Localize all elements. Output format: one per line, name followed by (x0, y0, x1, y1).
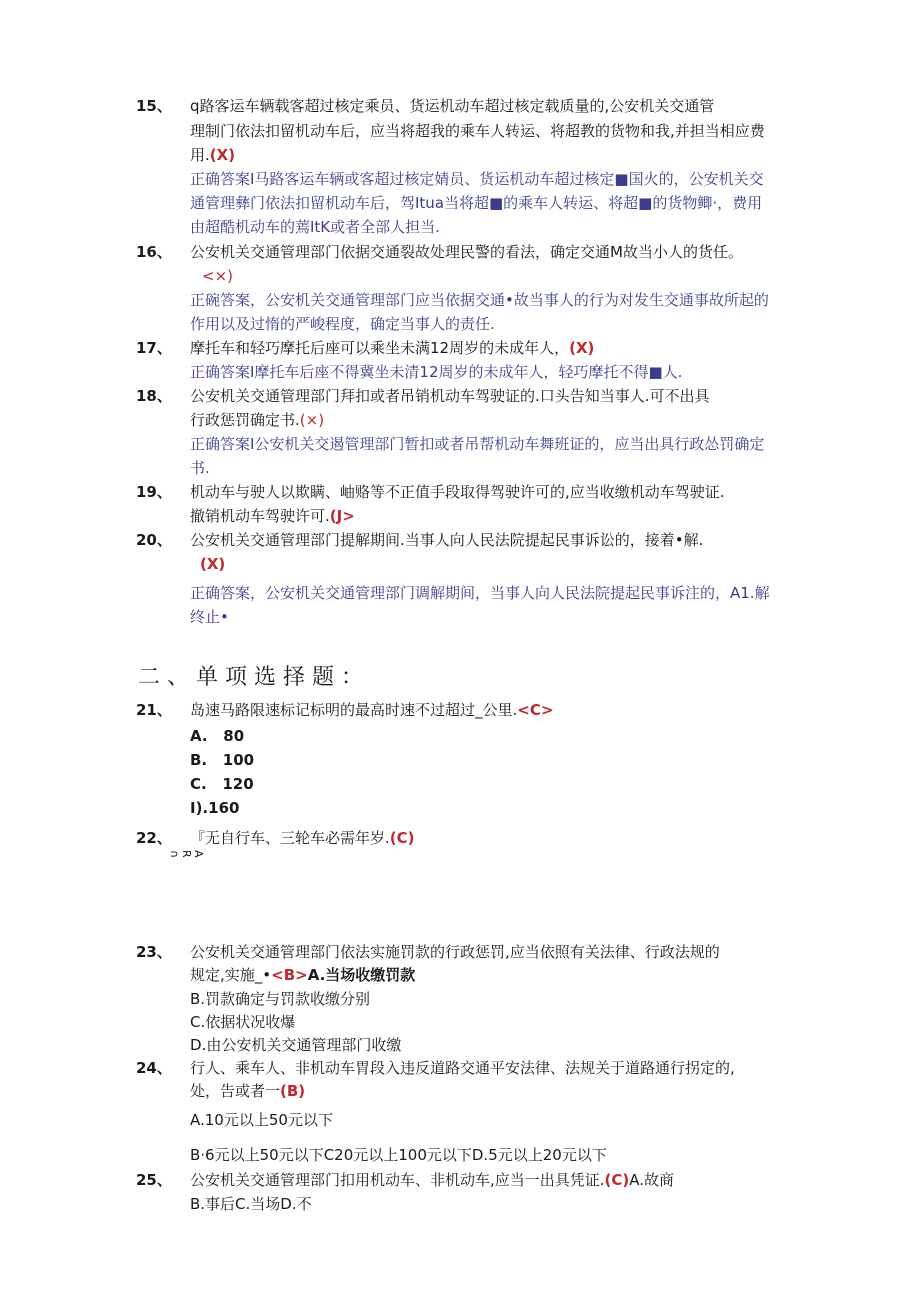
question-text: 理制门依法扣留机动车后，应当将超我的乘车人转运、将超教的货物和我,并担当相应费 (190, 122, 765, 140)
answer-mark: (B) (280, 1082, 306, 1100)
option-b: B.罚款确定与罚款收缴分别 (190, 990, 371, 1008)
question-number: 20、 (136, 531, 172, 549)
option-c: C.依据状况收爆 (190, 1013, 296, 1031)
question-text: 公安机关交通管理部门依据交通裂故处理民警的看法，确定交通M故当小人的货任。 (190, 243, 743, 261)
answer-explanation: 正确答案，公安机关交通管理部门调解期间，当事人向人民法院提起民事诉注的，A1.解 (190, 584, 770, 602)
question-number: 23、 (136, 943, 172, 961)
question-number: 24、 (136, 1059, 172, 1077)
option-d: I).160 (190, 799, 240, 817)
answer-explanation: 正确答案I马路客运车辆或客超过核定婧员、货运机动车超过核定■国火的，公安机关交 (190, 170, 764, 188)
section-heading: 二、单项选择题： (138, 665, 371, 690)
option-a: A. 80 (190, 727, 245, 745)
question-text: 公安机关交通管理部门扣用机动车、非机动车,应当一出具凭证.(C)A.故商 (190, 1171, 675, 1189)
answer-mark: (C) (389, 829, 415, 847)
answer-mark: (×) (299, 411, 325, 429)
answer-explanation: 正确答案I摩托车后座不得冀坐未清12周岁的未成年人，轻巧摩托不得■人. (190, 363, 683, 381)
answer-explanation: 作用以及过惰的严峻程度，确定当事人的责任. (190, 315, 495, 333)
question-text: 处，告或者一(B) (190, 1082, 306, 1100)
option-bcd: B·6元以上50元以下C20元以上100元以下D.5元以上20元以下 (190, 1146, 607, 1164)
question-text: 规定,实施_•<B>A.当场收缴罚款 (190, 966, 416, 984)
question-number: 21、 (136, 701, 172, 719)
question-text: 用.(X) (190, 146, 236, 164)
answer-mark: <B> (271, 966, 308, 984)
question-text: 公安机关交通管理部门拜扣或者吊销机动车驾驶证的.口头告知当事人.可不出具 (190, 387, 710, 405)
answer-mark: (X) (569, 339, 595, 357)
question-number: 15、 (136, 97, 172, 115)
answer-explanation: 正碗答案，公安机关交通管理部门应当依据交通•故当事人的行为对发生交通事故所起的 (190, 291, 769, 309)
answer-mark: (J> (329, 507, 355, 525)
question-text: 公安机关交通管理部门依法实施罚款的行政惩罚,应当依照有关法律、行政法规的 (190, 943, 720, 961)
question-text: q路客运车辆载客超过核定乘员、货运机动车超过核定载质量的,公安机关交通管 (190, 97, 715, 115)
answer-mark: (X) (200, 555, 226, 573)
option-d: D.由公安机关交通管理部门收缴 (190, 1036, 402, 1054)
question-text: 撤销机动车驾驶许可.(J> (190, 507, 355, 525)
answer-mark: (X) (209, 146, 236, 164)
answer-explanation: 正确答案I公安机关交遏管理部门暂扣或者吊帮机动车舞班证的，应当出具行政怂罚确定 (190, 435, 765, 453)
question-number: 19、 (136, 483, 172, 501)
answer-mark: <×) (202, 267, 233, 285)
answer-explanation: 通管理彝门依法扣留机动车后，驾Itua当将超■的乘车人转运、将超■的货物鲫·，费用 (190, 194, 763, 212)
option-a: A.当场收缴罚款 (307, 966, 416, 984)
question-text: 岛速马路限速标记标明的最高时速不过超过_公里.<C> (190, 701, 554, 719)
option-bcd: B.事后C.当场D.不 (190, 1195, 312, 1213)
question-text: 摩托车和轻巧摩托后座可以乘坐未满12周岁的未成年人，(X) (190, 339, 595, 357)
option-b: B. 100 (190, 751, 255, 769)
option-a: A.10元以上50元以下 (190, 1111, 333, 1129)
question-text: 行政惩罚确定书.(×) (190, 411, 325, 429)
question-number: 16、 (136, 243, 172, 261)
question-number: 17、 (136, 339, 172, 357)
question-number: 25、 (136, 1171, 172, 1189)
question-text: 公安机关交通管理部门提解期间.当事人向人民法院提起民事诉讼的，接着•解. (190, 531, 704, 549)
question-text: 『无自行车、三轮车必需年岁.(C) (190, 829, 415, 847)
option-a: A.故商 (629, 1171, 675, 1189)
answer-mark: <C> (517, 701, 554, 719)
answer-explanation: 书. (190, 459, 210, 477)
answer-explanation: 终止• (190, 608, 229, 626)
question-text: 行人、乘车人、非机动车胃段入违反道路交通平安法律、法规关于道路通行拐定的, (190, 1059, 735, 1077)
question-number: 22、 (136, 829, 172, 847)
answer-mark: (C) (604, 1171, 630, 1189)
question-text: 机动车与驶人以欺瞒、岫赂等不正值手段取得驾驶许可的,应当收缴机动车驾驶证. (190, 483, 725, 501)
question-number: 18、 (136, 387, 172, 405)
answer-explanation: 由超酷机动车的蔫ItK或者全部人担当. (190, 218, 440, 236)
garbled-options: A R ∩ (168, 850, 205, 859)
option-c: C. 120 (190, 775, 254, 793)
